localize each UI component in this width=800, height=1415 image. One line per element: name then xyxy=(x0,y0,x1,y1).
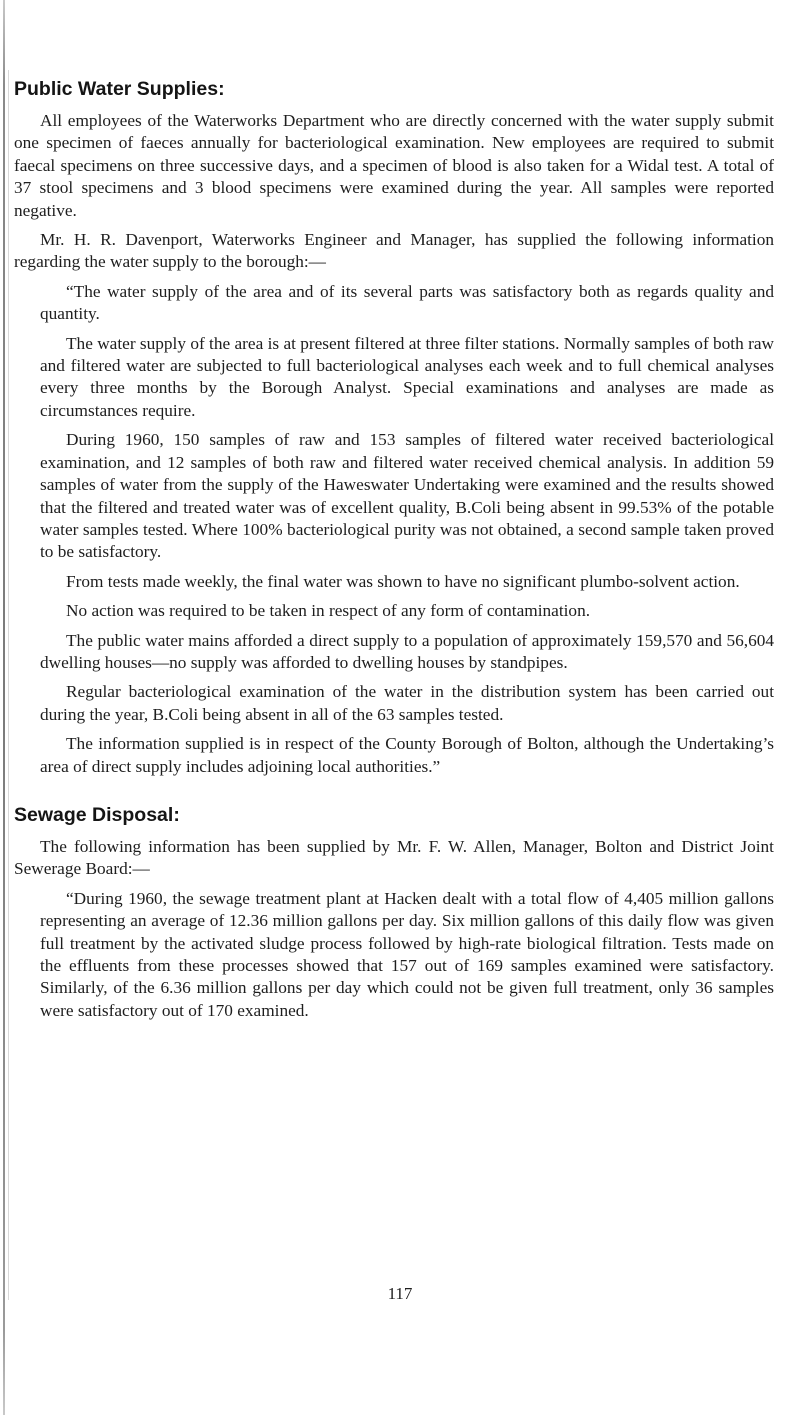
section-public-water-supplies xyxy=(14,76,774,778)
quoted-paragraph: The information supplied is in respect of the County Borough of Bolton, although the Undertaking’s area of direct supply includes adjoining local authorities.” xyxy=(40,734,774,776)
page-number: 117 xyxy=(387,1284,413,1303)
quoted-paragraph: The water supply of the area is at present filtered at three filter stations. Normally samples of both raw and filtered water are subjected to full bacteriological analyses each week and to full chemical analyses every three months by the Borough Analyst. Special examinations and analyses are made as circumstances require. xyxy=(40,333,774,420)
page-binding-edge xyxy=(3,0,5,1415)
section-heading: Public Water Supplies: xyxy=(14,78,225,100)
quoted-paragraph: Regular bacteriological examination of the water in the distribution system has been carried out during the year, B.Coli being absent in all of the 63 samples tested. xyxy=(40,682,774,724)
quoted-paragraph: No action was required to be taken in respect of any form of contamination. xyxy=(66,601,591,621)
quoted-paragraph: During 1960, 150 samples of raw and 153 samples of filtered water received bacteriological examination, and 12 samples of both raw and filtered water received chemical analysis. In addition 59 samples of water from the supply of the Haweswater Undertaking were examined and the results showed that the filtered and treated water was of excellent quality, B.Coli being absent in 99.53% of the potable water samples tested. Where 100% bacteriological purity was not obtained, a second sample taken proved to be satisfactory. xyxy=(40,430,774,562)
quoted-paragraph: “The water supply of the area and of its several parts was satisfactory both as regards quality and quantity. xyxy=(40,281,774,324)
quoted-paragraph: The public water mains afforded a direct supply to a population of approximately 159,570 and 56,604 dwelling houses—no supply was afforded to dwelling houses by standpipes. xyxy=(40,630,774,672)
page-shadow-line xyxy=(8,70,9,1300)
section-sewage-disposal xyxy=(14,802,774,1022)
section-heading: Sewage Disposal: xyxy=(14,803,180,826)
document-page xyxy=(14,76,774,1022)
paragraph: All employees of the Waterworks Department who are directly concerned with the water supply submit one specimen of faeces annually for bacteriological examination. New employees are required to submit faecal specimens on three successive days, and a specimen of blood is also taken for a Widal test. A total of 37 stool specimens and 3 blood specimens were examined during the year. All samples were reported negative. xyxy=(14,111,774,220)
paragraph: Mr. H. R. Davenport, Waterworks Engineer and Manager, has supplied the following information regarding the water supply to the borough:— xyxy=(14,230,774,272)
paragraph: The following information has been supplied by Mr. F. W. Allen, Manager, Bolton and District Joint Sewerage Board:— xyxy=(14,836,774,879)
quoted-paragraph: From tests made weekly, the final water was shown to have no significant plumbo-solvent action. xyxy=(66,571,740,591)
quoted-paragraph: “During 1960, the sewage treatment plant at Hacken dealt with a total flow of 4,405 million gallons representing an average of 12.36 million gallons per day. Six million gallons of this daily flow was given full treatment by the activated sludge process followed by high-rate biological filtration. Tests made on the effluents from these processes showed that 157 out of 169 samples examined were satisfactory. Similarly, of the 6.36 million gallons per day which could not be given full treatment, only 36 samples were satisfactory out of 170 examined. xyxy=(40,888,774,1020)
